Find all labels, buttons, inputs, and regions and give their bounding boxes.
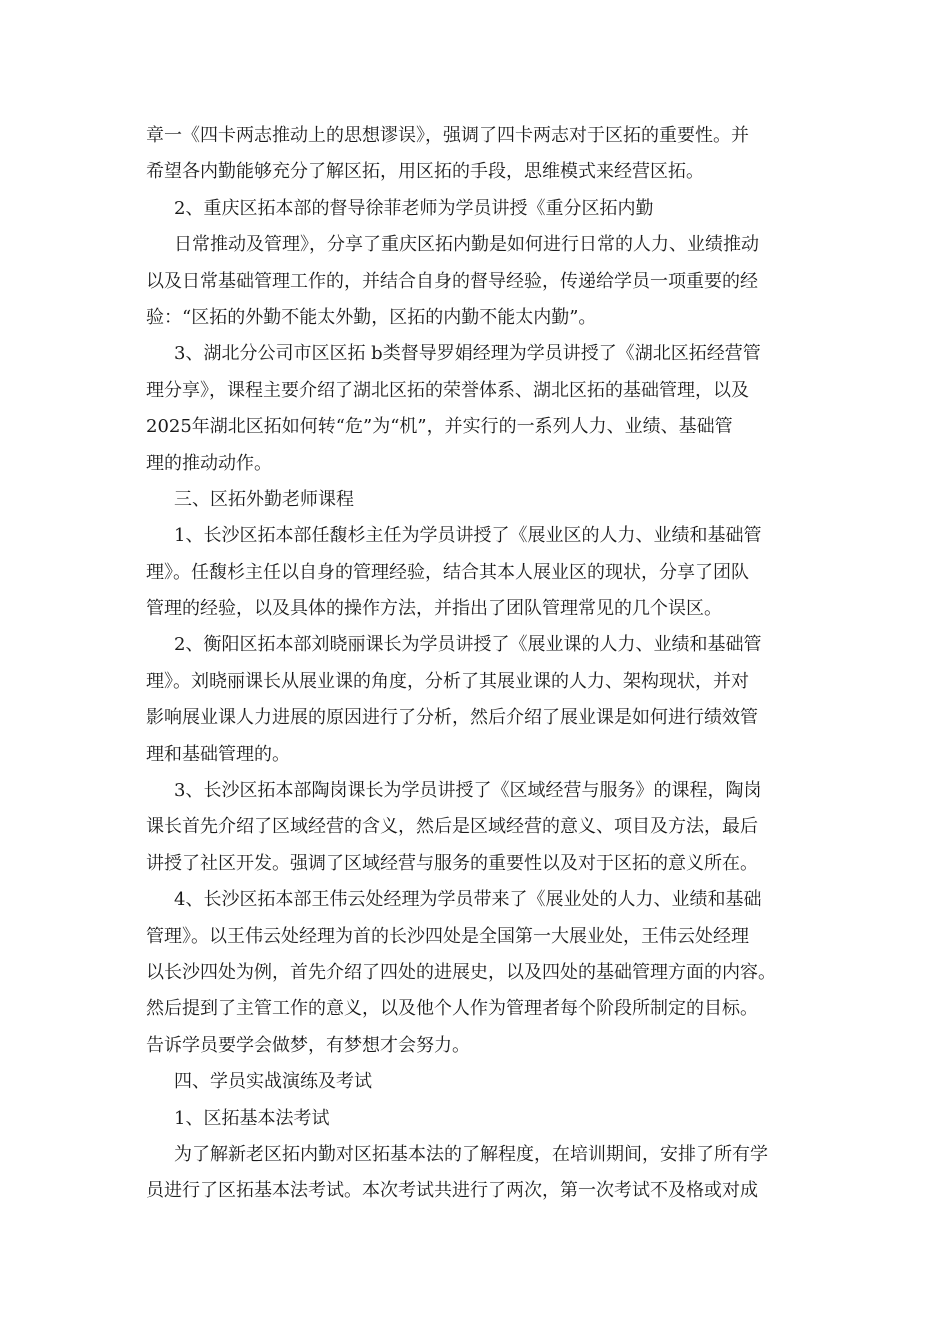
text-line: 理的推动动作。	[146, 452, 272, 474]
text-line: 管理的经验，以及具体的操作方法，并指出了团队管理常见的几个误区。	[146, 598, 722, 620]
text-line: 希望各内勤能够充分了解区拓，用区拓的手段，思维模式来经营区拓。	[146, 161, 704, 183]
text-line: 理分享》，课程主要介绍了湖北区拓的荣誉体系、湖北区拓的基础管理，以及	[146, 379, 749, 401]
text-line: 3、长沙区拓本部陶岗课长为学员讲授了《区域经营与服务》的课程，陶岗	[174, 780, 762, 802]
text-line: 2025年湖北区拓如何转“危”为“机”，并实行的一系列人力、业绩、基础管	[146, 416, 733, 438]
text-line: 2、衡阳区拓本部刘晓丽课长为学员讲授了《展业课的人力、业绩和基础管	[174, 634, 762, 656]
text-line: 管理》。以王伟云处经理为首的长沙四处是全国第一大展业处，王伟云处经理	[146, 925, 749, 947]
text-line: 3、湖北分公司市区区拓 b类督导罗娟经理为学员讲授了《湖北区拓经营管	[174, 343, 761, 365]
text-line: 4、长沙区拓本部王伟云处经理为学员带来了《展业处的人力、业绩和基础	[174, 889, 762, 911]
text-line: 讲授了社区开发。强调了区域经营与服务的重要性以及对于区拓的意义所在。	[146, 852, 758, 874]
text-line: 然后提到了主管工作的意义，以及他个人作为管理者每个阶段所制定的目标。	[146, 998, 758, 1020]
text-line: 三、区拓外勤老师课程	[174, 488, 354, 510]
text-line: 2、重庆区拓本部的督导徐菲老师为学员讲授《重分区拓内勤	[174, 197, 654, 219]
text-line: 员进行了区拓基本法考试。本次考试共进行了两次，第一次考试不及格或对成	[146, 1180, 758, 1202]
text-line: 影响展业课人力进展的原因进行了分析，然后介绍了展业课是如何进行绩效管	[146, 707, 758, 729]
text-line: 验：“区拓的外勤不能太外勤，区拓的内勤不能太内勤”。	[146, 306, 597, 328]
text-line: 章一《四卡两志推动上的思想谬误》，强调了四卡两志对于区拓的重要性。并	[146, 125, 749, 146]
text-line: 以及日常基础管理工作的，并结合自身的督导经验，传递给学员一项重要的经	[146, 270, 758, 292]
text-line: 1、区拓基本法考试	[174, 1107, 330, 1129]
text-line: 理》。任馥杉主任以自身的管理经验，结合其本人展业区的现状，分享了团队	[146, 561, 749, 583]
text-line: 日常推动及管理》，分享了重庆区拓内勤是如何进行日常的人力、业绩推动	[174, 234, 759, 256]
text-line: 1、长沙区拓本部任馥杉主任为学员讲授了《展业区的人力、业绩和基础管	[174, 525, 762, 547]
document-body	[146, 118, 806, 1210]
text-line: 为了解新老区拓内勤对区拓基本法的了解程度，在培训期间，安排了所有学	[174, 1143, 768, 1165]
text-line: 告诉学员要学会做梦，有梦想才会努力。	[146, 1034, 470, 1056]
text-line: 理和基础管理的。	[146, 743, 290, 765]
text-line: 以长沙四处为例，首先介绍了四处的进展史，以及四处的基础管理方面的内容。	[146, 961, 776, 983]
text-line: 课长首先介绍了区域经营的含义，然后是区域经营的意义、项目及方法，最后	[146, 816, 758, 838]
text-line: 四、学员实战演练及考试	[174, 1071, 372, 1093]
text-line: 理》。刘晓丽课长从展业课的角度，分析了其展业课的人力、架构现状，并对	[146, 670, 749, 692]
